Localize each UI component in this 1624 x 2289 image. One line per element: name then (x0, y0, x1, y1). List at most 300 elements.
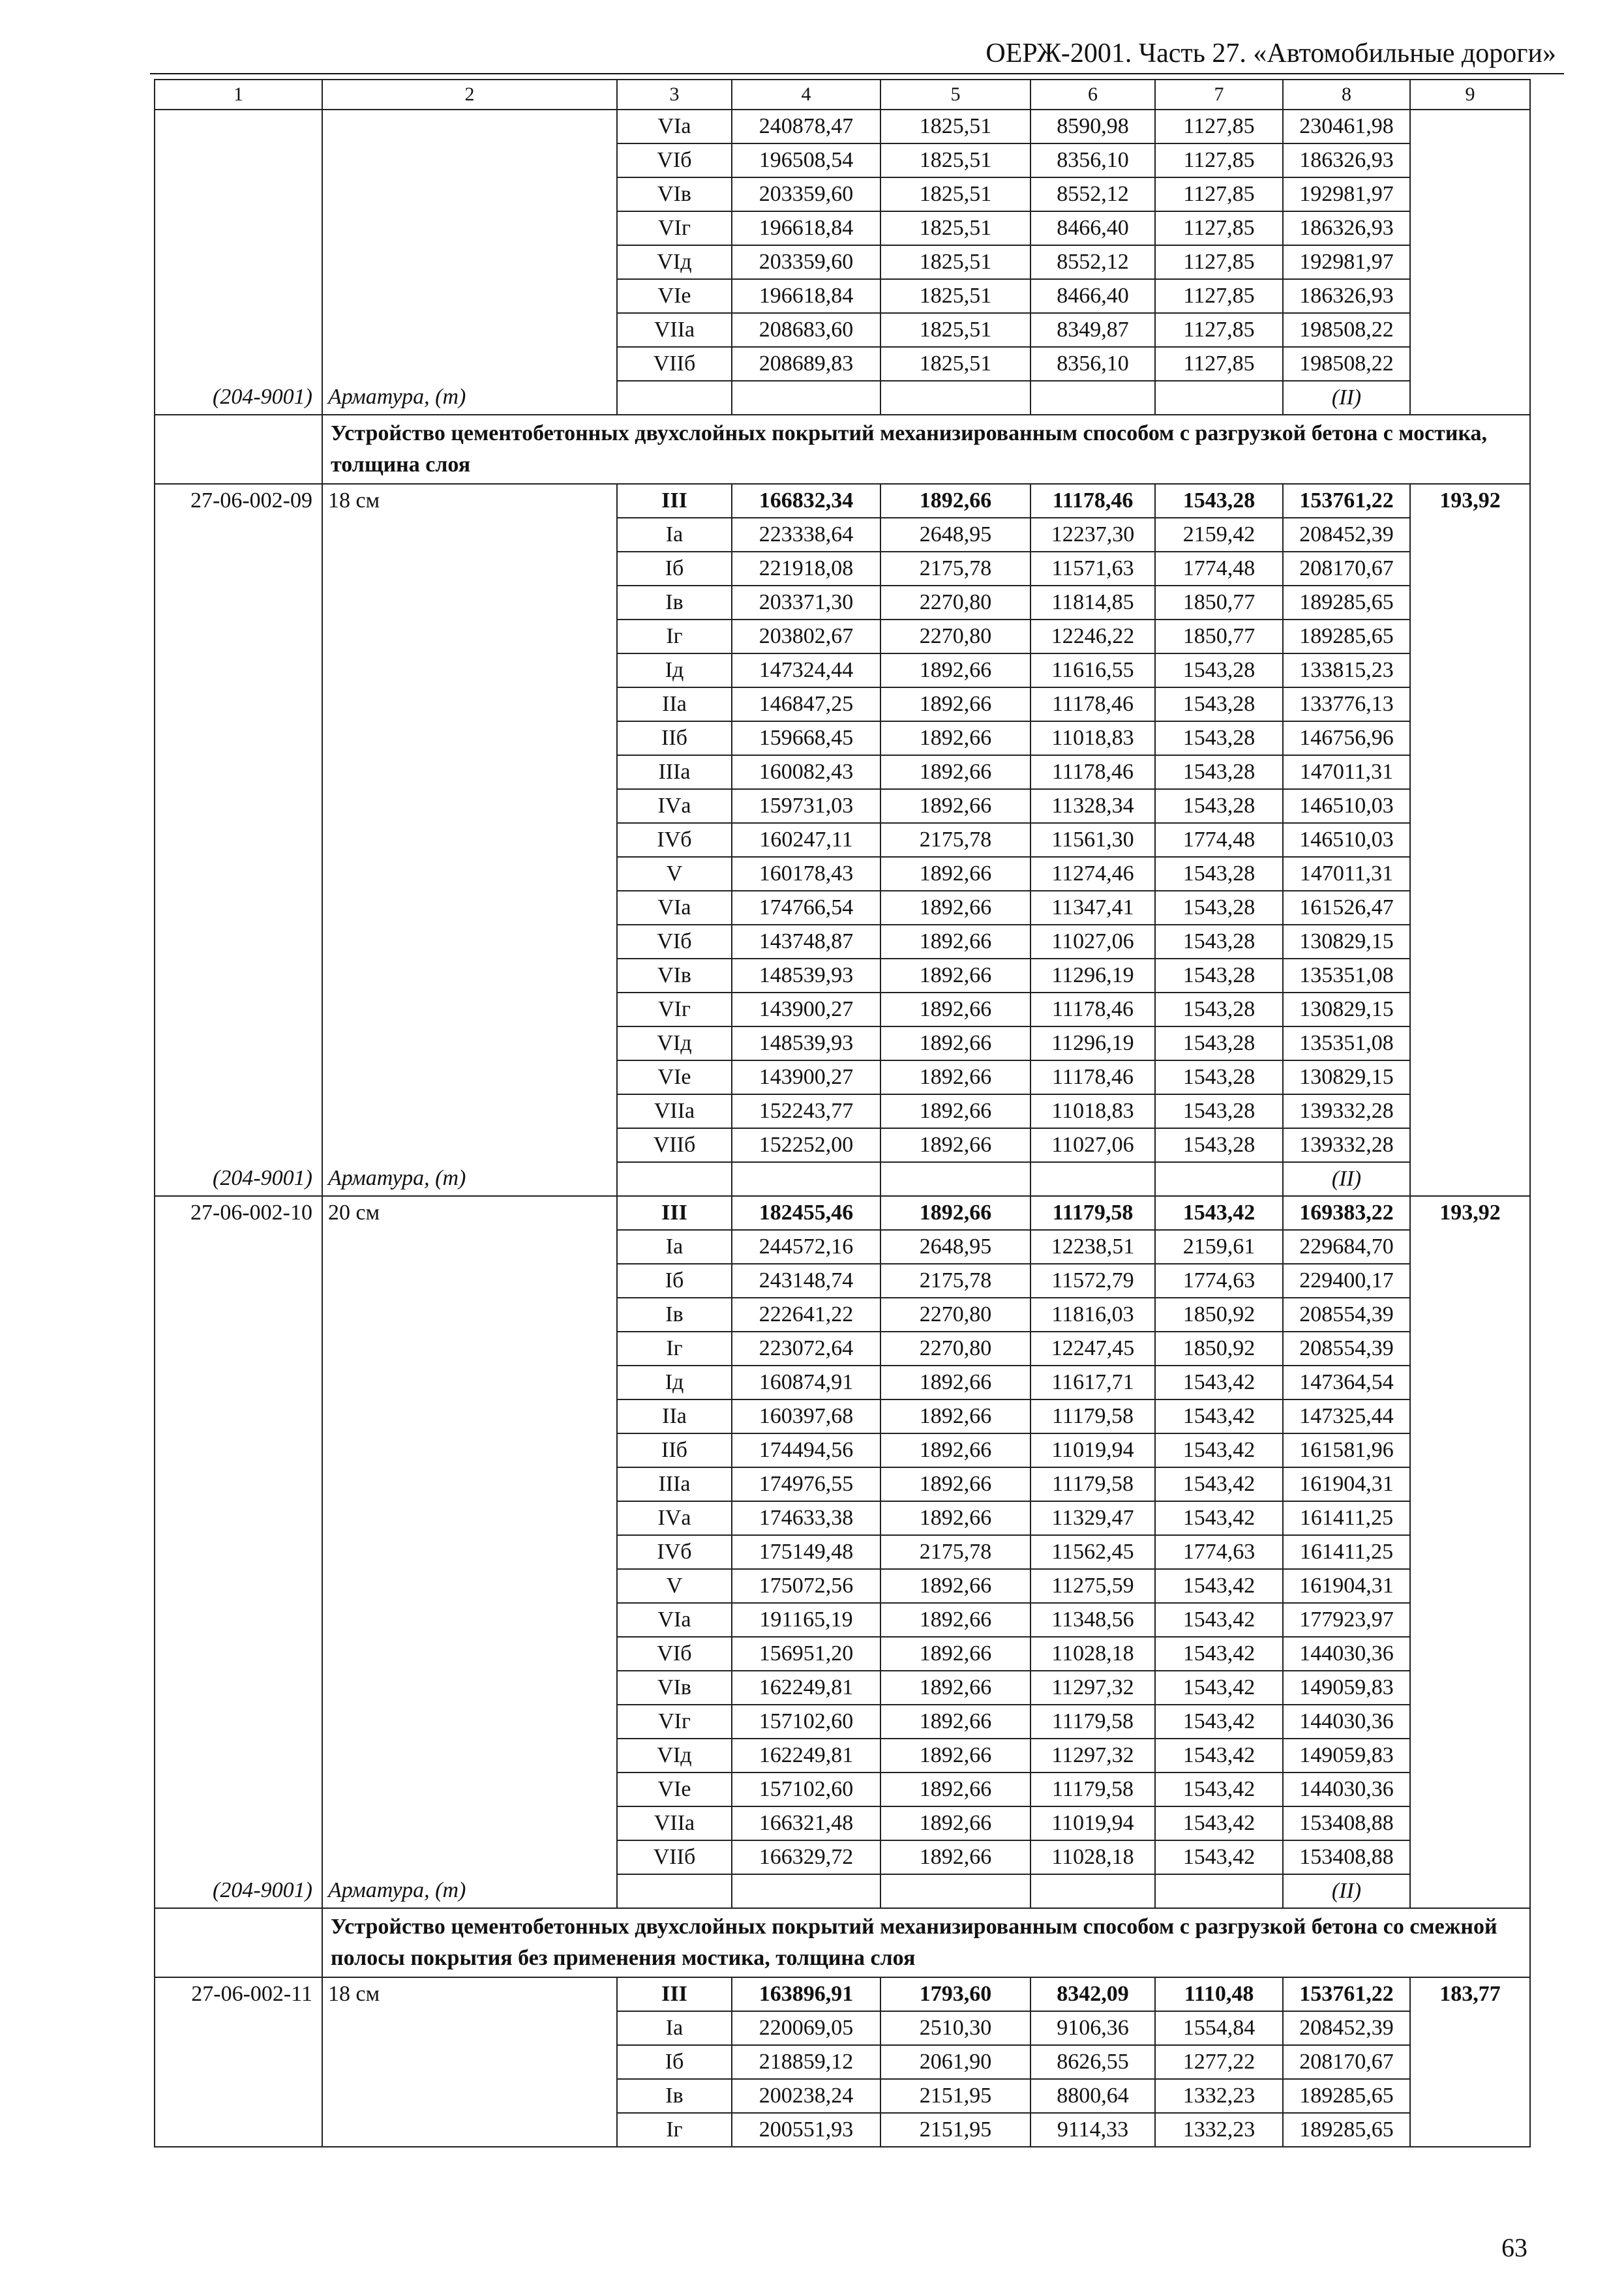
value-cell: 11027,06 (1030, 1128, 1155, 1162)
value-cell: 143900,27 (732, 1060, 880, 1094)
value-cell: 186326,93 (1283, 279, 1410, 313)
value-cell: 2270,80 (880, 620, 1030, 653)
value-cell: 175149,48 (732, 1535, 880, 1569)
code-cell (155, 1603, 322, 1637)
class-cell: VIб (617, 925, 732, 959)
table-row (155, 925, 1530, 959)
extra-cell (1410, 1705, 1530, 1739)
value-cell: 1127,85 (1155, 279, 1283, 313)
extra-cell (1410, 552, 1530, 586)
class-cell: VIIа (617, 313, 732, 347)
value-cell: 11274,46 (1030, 857, 1155, 891)
value-cell: 1774,48 (1155, 823, 1283, 857)
value-cell: 162249,81 (732, 1671, 880, 1705)
column-number: 6 (1030, 80, 1155, 110)
column-number: 3 (617, 80, 732, 110)
table-row (155, 518, 1530, 552)
description-cell (322, 1128, 617, 1162)
class-cell: VIа (617, 891, 732, 925)
value-cell: 223338,64 (732, 518, 880, 552)
value-cell: 8466,40 (1030, 211, 1155, 245)
section-title: Устройство цементобетонных двухслойных покрытий механизированным способом с разгрузкой бетона с мостика, толщина слоя (322, 415, 1530, 484)
value-cell: 161904,31 (1283, 1467, 1410, 1501)
value-cell: 1543,42 (1155, 1196, 1283, 1230)
value-cell: 147011,31 (1283, 755, 1410, 789)
value-cell: 166832,34 (732, 484, 880, 518)
code-cell (155, 755, 322, 789)
code-cell (155, 1705, 322, 1739)
extra-cell (1410, 347, 1530, 381)
class-cell: VIг (617, 1705, 732, 1739)
value-cell: 1892,66 (880, 721, 1030, 755)
value-cell: 174494,56 (732, 1433, 880, 1467)
extra-cell (1410, 925, 1530, 959)
class-cell: IIб (617, 1433, 732, 1467)
description-cell (322, 1366, 617, 1399)
value-cell: 208170,67 (1283, 552, 1410, 586)
value-cell: 8800,64 (1030, 2079, 1155, 2113)
extra-cell (1410, 1806, 1530, 1840)
table-row (155, 1196, 1530, 1230)
value-cell: 1892,66 (880, 959, 1030, 993)
class-cell: VIд (617, 1739, 732, 1773)
value-cell: 218859,12 (732, 2045, 880, 2079)
description-cell (322, 823, 617, 857)
value-cell: 8590,98 (1030, 110, 1155, 143)
value-cell: 11179,58 (1030, 1773, 1155, 1806)
value-cell: 208452,39 (1283, 518, 1410, 552)
table-row (155, 1399, 1530, 1433)
value-cell: 1543,42 (1155, 1399, 1283, 1433)
value-cell (880, 381, 1030, 415)
value-cell: 1892,66 (880, 1433, 1030, 1467)
value-cell: 1892,66 (880, 1366, 1030, 1399)
description-cell (322, 721, 617, 755)
code-cell (155, 110, 322, 143)
value-cell: 11019,94 (1030, 1806, 1155, 1840)
value-cell: 153408,88 (1283, 1840, 1410, 1874)
code-cell: (204-9001) (155, 381, 322, 415)
value-cell: 9114,33 (1030, 2113, 1155, 2147)
value-cell: 1825,51 (880, 211, 1030, 245)
value-cell: 11329,47 (1030, 1501, 1155, 1535)
value-cell: 159668,45 (732, 721, 880, 755)
table-row (155, 586, 1530, 620)
class-cell: VIг (617, 993, 732, 1026)
table-row (155, 2045, 1530, 2079)
value-cell: 229684,70 (1283, 1230, 1410, 1264)
table-row (155, 857, 1530, 891)
table-row (155, 2079, 1530, 2113)
code-cell (155, 313, 322, 347)
table-row (155, 1094, 1530, 1128)
description-cell: 20 см (322, 1196, 617, 1230)
extra-cell (1410, 1840, 1530, 1874)
value-cell: 1850,92 (1155, 1298, 1283, 1332)
value-cell: 2175,78 (880, 1264, 1030, 1298)
reinforcement-row (155, 1874, 1530, 1908)
code-cell (155, 789, 322, 823)
value-cell: 174633,38 (732, 1501, 880, 1535)
extra-cell (1410, 1467, 1530, 1501)
description-cell (322, 347, 617, 381)
value-cell: 189285,65 (1283, 2113, 1410, 2147)
table-row (155, 1671, 1530, 1705)
code-cell (155, 552, 322, 586)
table-row (155, 993, 1530, 1026)
code-cell (155, 1739, 322, 1773)
value-cell: 1892,66 (880, 1060, 1030, 1094)
description-cell (322, 1026, 617, 1060)
description-cell (322, 110, 617, 143)
class-cell: Iб (617, 2045, 732, 2079)
class-cell: IVа (617, 789, 732, 823)
value-cell: 11572,79 (1030, 1264, 1155, 1298)
value-cell: 1127,85 (1155, 211, 1283, 245)
value-cell (1155, 381, 1283, 415)
code-cell (155, 1535, 322, 1569)
class-cell: Iб (617, 552, 732, 586)
extra-cell: 183,77 (1410, 1977, 1530, 2011)
table-row (155, 110, 1530, 143)
extra-cell (1410, 1773, 1530, 1806)
value-cell: 1543,42 (1155, 1637, 1283, 1671)
value-cell: 200551,93 (732, 2113, 880, 2147)
value-cell: 149059,83 (1283, 1671, 1410, 1705)
value-cell: 198508,22 (1283, 347, 1410, 381)
value-cell: 11348,56 (1030, 1603, 1155, 1637)
value-cell: 1892,66 (880, 1467, 1030, 1501)
value-cell: 1825,51 (880, 110, 1030, 143)
value-cell: 11018,83 (1030, 721, 1155, 755)
code-cell (155, 586, 322, 620)
table-row (155, 823, 1530, 857)
value-cell: 1543,28 (1155, 721, 1283, 755)
description-cell (322, 993, 617, 1026)
class-cell: Iа (617, 2011, 732, 2045)
description-cell (322, 891, 617, 925)
code-cell (155, 823, 322, 857)
price-table (154, 79, 1531, 2147)
value-cell: 8356,10 (1030, 347, 1155, 381)
class-cell: Iв (617, 2079, 732, 2113)
value-cell: 1127,85 (1155, 245, 1283, 279)
value-cell: 11296,19 (1030, 959, 1155, 993)
value-cell: 2175,78 (880, 823, 1030, 857)
value-cell: 146756,96 (1283, 721, 1410, 755)
extra-cell: 193,92 (1410, 1196, 1530, 1230)
value-cell: 2159,42 (1155, 518, 1283, 552)
class-cell: VIд (617, 1026, 732, 1060)
class-cell: Iв (617, 586, 732, 620)
value-cell: 1543,42 (1155, 1433, 1283, 1467)
class-cell: V (617, 857, 732, 891)
extra-cell (1410, 245, 1530, 279)
class-cell: VIв (617, 177, 732, 211)
value-cell: 1277,22 (1155, 2045, 1283, 2079)
value-cell: 1825,51 (880, 347, 1030, 381)
table-row (155, 1637, 1530, 1671)
table-row (155, 959, 1530, 993)
page-number: 63 (1501, 2233, 1527, 2262)
value-cell: 1127,85 (1155, 347, 1283, 381)
value-cell: 222641,22 (732, 1298, 880, 1332)
class-cell: Iб (617, 1264, 732, 1298)
extra-cell (1410, 143, 1530, 177)
value-cell: 1850,77 (1155, 586, 1283, 620)
class-cell: Iд (617, 1366, 732, 1399)
value-cell: 11027,06 (1030, 925, 1155, 959)
extra-cell (1410, 891, 1530, 925)
description-cell (322, 552, 617, 586)
value-cell: 1825,51 (880, 245, 1030, 279)
value-cell: 1892,66 (880, 1739, 1030, 1773)
value-cell: 177923,97 (1283, 1603, 1410, 1637)
value-cell: 1825,51 (880, 313, 1030, 347)
extra-cell (1410, 1501, 1530, 1535)
description-cell (322, 1399, 617, 1433)
value-cell: 240878,47 (732, 110, 880, 143)
class-cell: Iг (617, 2113, 732, 2147)
description-cell (322, 2011, 617, 2045)
value-cell: 161411,25 (1283, 1535, 1410, 1569)
code-cell (155, 1332, 322, 1366)
value-cell: 1332,23 (1155, 2079, 1283, 2113)
value-cell: 11616,55 (1030, 653, 1155, 687)
value-cell: 2175,78 (880, 1535, 1030, 1569)
value-cell: 2270,80 (880, 1298, 1030, 1332)
class-cell: Iа (617, 1230, 732, 1264)
description-cell (322, 755, 617, 789)
value-cell: 166329,72 (732, 1840, 880, 1874)
extra-cell (1410, 2045, 1530, 2079)
value-cell: 8466,40 (1030, 279, 1155, 313)
table-row (155, 1230, 1530, 1264)
value-cell: 139332,28 (1283, 1128, 1410, 1162)
value-cell: 1332,23 (1155, 2113, 1283, 2147)
class-cell: VIIа (617, 1806, 732, 1840)
code-cell (155, 1773, 322, 1806)
description-cell (322, 1264, 617, 1298)
value-cell: 208170,67 (1283, 2045, 1410, 2079)
value-cell: 153408,88 (1283, 1806, 1410, 1840)
value-cell: 208683,60 (732, 313, 880, 347)
value-cell: 1892,66 (880, 857, 1030, 891)
value-cell: 1774,63 (1155, 1535, 1283, 1569)
value-cell: 1543,42 (1155, 1603, 1283, 1637)
class-cell: III (617, 1977, 732, 2011)
description-cell (322, 1094, 617, 1128)
extra-cell (1410, 1671, 1530, 1705)
value-cell: 1127,85 (1155, 313, 1283, 347)
value-cell: 146510,03 (1283, 789, 1410, 823)
value-cell: 143900,27 (732, 993, 880, 1026)
column-number: 1 (155, 80, 322, 110)
extra-cell (1410, 1162, 1530, 1196)
code-cell (155, 993, 322, 1026)
value-cell: 1543,42 (1155, 1840, 1283, 1874)
value-cell (1030, 1162, 1155, 1196)
description-cell (322, 789, 617, 823)
value-cell: 11178,46 (1030, 484, 1155, 518)
header-rule (150, 73, 1564, 74)
class-cell: VIIа (617, 1094, 732, 1128)
value-cell: 1892,66 (880, 1026, 1030, 1060)
code-cell (155, 2011, 322, 2045)
value-cell: 139332,28 (1283, 1094, 1410, 1128)
code-cell (155, 1501, 322, 1535)
class-cell: VIIб (617, 1128, 732, 1162)
value-cell: 11179,58 (1030, 1196, 1155, 1230)
description-cell (322, 1603, 617, 1637)
value-cell (1155, 1162, 1283, 1196)
section-title: Устройство цементобетонных двухслойных покрытий механизированным способом с разгрузкой бетона со смежной полосы покрытия без применения мостика, толщина слоя (322, 1908, 1530, 1977)
value-cell: 1892,66 (880, 1501, 1030, 1535)
extra-cell (1410, 823, 1530, 857)
value-cell: 152252,00 (732, 1128, 880, 1162)
value-cell: 1127,85 (1155, 110, 1283, 143)
value-cell: 11028,18 (1030, 1637, 1155, 1671)
class-cell (617, 1162, 732, 1196)
class-cell: III (617, 1196, 732, 1230)
code-cell (155, 211, 322, 245)
code-cell (155, 1569, 322, 1603)
value-cell: 174766,54 (732, 891, 880, 925)
description-cell: Арматура, (т) (322, 381, 617, 415)
value-cell: 1543,28 (1155, 993, 1283, 1026)
extra-cell (1410, 279, 1530, 313)
extra-cell (1410, 687, 1530, 721)
table-body (155, 110, 1530, 2147)
page-header: ОЕРЖ-2001. Часть 27. «Автомобильные дороги» (985, 38, 1556, 68)
value-cell: 162249,81 (732, 1739, 880, 1773)
description-cell: Арматура, (т) (322, 1162, 617, 1196)
extra-cell (1410, 1026, 1530, 1060)
value-cell (1155, 1874, 1283, 1908)
class-cell: IIа (617, 1399, 732, 1433)
value-cell: 1543,28 (1155, 891, 1283, 925)
code-cell: 27-06-002-09 (155, 484, 322, 518)
value-cell: 144030,36 (1283, 1773, 1410, 1806)
value-cell: 146510,03 (1283, 823, 1410, 857)
value-cell: 1543,42 (1155, 1467, 1283, 1501)
description-cell (322, 857, 617, 891)
code-cell (155, 687, 322, 721)
extra-cell (1410, 1332, 1530, 1366)
description-cell (322, 245, 617, 279)
value-cell: 11297,32 (1030, 1671, 1155, 1705)
code-cell: (204-9001) (155, 1874, 322, 1908)
value-cell: 130829,15 (1283, 993, 1410, 1026)
code-cell (155, 1467, 322, 1501)
value-cell: 203802,67 (732, 620, 880, 653)
value-cell: 160397,68 (732, 1399, 880, 1433)
value-cell: 8552,12 (1030, 245, 1155, 279)
class-cell: IVб (617, 823, 732, 857)
extra-cell: 193,92 (1410, 484, 1530, 518)
value-cell: 1892,66 (880, 1637, 1030, 1671)
value-cell: 2151,95 (880, 2079, 1030, 2113)
extra-cell (1410, 959, 1530, 993)
description-cell (322, 211, 617, 245)
table-row (155, 1773, 1530, 1806)
table-row (155, 1264, 1530, 1298)
section-row (155, 415, 1530, 484)
value-cell: 208554,39 (1283, 1298, 1410, 1332)
column-number: 5 (880, 80, 1030, 110)
value-cell: 130829,15 (1283, 1060, 1410, 1094)
description-cell (322, 1705, 617, 1739)
value-cell: 1892,66 (880, 1128, 1030, 1162)
value-cell (732, 381, 880, 415)
value-cell: 2510,30 (880, 2011, 1030, 2045)
extra-cell (1410, 2011, 1530, 2045)
description-cell (322, 1569, 617, 1603)
value-cell: 244572,16 (732, 1230, 880, 1264)
value-cell: 1543,28 (1155, 1026, 1283, 1060)
class-cell: Iв (617, 1298, 732, 1332)
value-cell: 1892,66 (880, 1603, 1030, 1637)
value-cell: 175072,56 (732, 1569, 880, 1603)
description-cell (322, 925, 617, 959)
value-cell: 203359,60 (732, 245, 880, 279)
value-cell: 1543,28 (1155, 653, 1283, 687)
extra-cell (1410, 1060, 1530, 1094)
value-cell: 11018,83 (1030, 1094, 1155, 1128)
value-cell: 8626,55 (1030, 2045, 1155, 2079)
code-cell (155, 857, 322, 891)
description-cell (322, 1773, 617, 1806)
value-cell: 12247,45 (1030, 1332, 1155, 1366)
section-spacer (155, 1908, 322, 1977)
code-cell (155, 347, 322, 381)
value-cell: 135351,08 (1283, 1026, 1410, 1060)
column-number: 9 (1410, 80, 1530, 110)
value-cell: 208452,39 (1283, 2011, 1410, 2045)
value-cell: 192981,97 (1283, 245, 1410, 279)
extra-cell (1410, 1094, 1530, 1128)
extra-cell (1410, 518, 1530, 552)
extra-cell (1410, 313, 1530, 347)
value-cell: 192981,97 (1283, 177, 1410, 211)
table-row (155, 789, 1530, 823)
value-cell: 133815,23 (1283, 653, 1410, 687)
value-cell: 12238,51 (1030, 1230, 1155, 1264)
value-cell: 1892,66 (880, 1196, 1030, 1230)
class-cell: VIа (617, 110, 732, 143)
value-cell: 1850,92 (1155, 1332, 1283, 1366)
value-cell: 8342,09 (1030, 1977, 1155, 2011)
code-cell (155, 1366, 322, 1399)
extra-cell (1410, 177, 1530, 211)
description-cell (322, 2045, 617, 2079)
table-row (155, 211, 1530, 245)
table-row (155, 1806, 1530, 1840)
code-cell (155, 1264, 322, 1298)
value-cell: 1892,66 (880, 1840, 1030, 1874)
column-number: 7 (1155, 80, 1283, 110)
extra-cell (1410, 1399, 1530, 1433)
class-cell: Iг (617, 1332, 732, 1366)
table-row (155, 2113, 1530, 2147)
value-cell: 1127,85 (1155, 143, 1283, 177)
value-cell: (II) (1283, 381, 1410, 415)
value-cell (1030, 381, 1155, 415)
code-cell (155, 1840, 322, 1874)
extra-cell (1410, 993, 1530, 1026)
description-cell (322, 1467, 617, 1501)
value-cell: 153761,22 (1283, 1977, 1410, 2011)
